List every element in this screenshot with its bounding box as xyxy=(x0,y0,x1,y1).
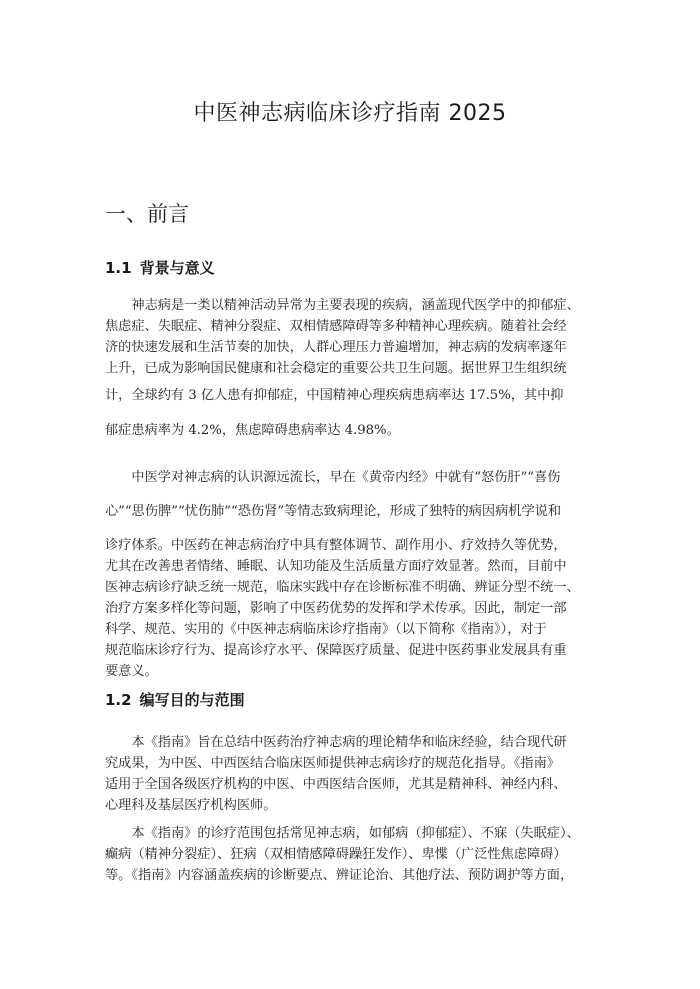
paragraph-line: 癫病（精神分裂症）、狂病（双相情感障碍躁狂发作）、卑惵（广泛性焦虑障碍） xyxy=(105,847,567,862)
document-title: 中医神志病临床诊疗指南 2025 xyxy=(193,101,507,126)
subsection-heading-purpose xyxy=(105,689,245,710)
paragraph-line: 究成果，为中医、中西医结合临床医师提供神志病诊疗的规范化指导。《指南》 xyxy=(105,756,560,771)
paragraph-line: 上升，已成为影响国民健康和社会稳定的重要公共卫生问题。据世界卫生组织统 xyxy=(105,361,567,376)
paragraph-line: 科学、规范、实用的《中医神志病临床诊疗指南》（以下简称《指南》），对于 xyxy=(105,622,547,637)
subsection-heading-background xyxy=(105,257,215,278)
subsection-number: 1.1 xyxy=(105,259,132,277)
paragraph-line: 适用于全国各级医疗机构的中医、中西医结合医师，尤其是精神科、神经内科、 xyxy=(105,777,567,792)
paragraph-line: 本《指南》旨在总结中医药治疗神志病的理论精华和临床经验，结合现代研 xyxy=(131,735,567,750)
paragraph-line: 心”“思伤脾”“忧伤肺”“恐伤肾”等情志致病理论，形成了独特的病因病机学说和 xyxy=(105,504,562,519)
paragraph-line: 要意义。 xyxy=(105,664,158,679)
subsection-number: 1.2 xyxy=(105,691,132,709)
section-heading-preface: 一、前言 xyxy=(105,202,189,226)
paragraph-line: 规范临床诊疗行为、提高诊疗水平、保障医疗质量、促进中医药事业发展具有重 xyxy=(105,643,567,658)
paragraph-line: 济的快速发展和生活节奏的加快，人群心理压力普遍增加，神志病的发病率逐年 xyxy=(105,340,567,355)
paragraph-line: 尤其在改善患者情绪、睡眠、认知功能及生活质量方面疗效显著。然而，目前中 xyxy=(105,559,567,574)
paragraph-line: 等。《指南》内容涵盖疾病的诊断要点、辨证论治、其他疗法、预防调护等方面， xyxy=(105,868,574,883)
paragraph-line: 治疗方案多样化等问题，影响了中医药优势的发挥和学术传承。因此，制定一部 xyxy=(105,601,567,616)
paragraph-purpose-1 xyxy=(105,732,600,816)
paragraph-line: 神志病是一类以精神活动异常为主要表现的疾病，涵盖现代医学中的抑郁症、 xyxy=(131,298,580,313)
paragraph-line: 医神志病诊疗缺乏统一规范，临床实践中存在诊断标准不明确、辨证分型不统一、 xyxy=(105,580,580,595)
paragraph-line: 本《指南》的诊疗范围包括常见神志病，如郁病（抑郁症）、不寐（失眠症）、 xyxy=(131,826,580,841)
paragraph-line: 计，全球约有 3 亿人患有抑郁症，中国精神心理疾病患病率达 17.5%，其中抑 xyxy=(105,388,564,403)
paragraph-line: 郁症患病率为 4.2%，焦虑障碍患病率达 4.98%。 xyxy=(105,423,400,438)
paragraph-purpose-2 xyxy=(105,823,600,886)
subsection-title: 背景与意义 xyxy=(139,259,215,277)
paragraph-line: 诊疗体系。中医药在神志病治疗中具有整体调节、副作用小、疗效持久等优势， xyxy=(105,538,567,553)
subsection-title: 编写目的与范围 xyxy=(139,691,245,709)
paragraph-line: 中医学对神志病的认识源远流长，早在《黄帝内经》中就有“怒伤肝”“喜伤 xyxy=(131,470,561,485)
paragraph-line: 心理科及基层医疗机构医师。 xyxy=(105,798,277,813)
paragraph-background-2 xyxy=(105,467,600,682)
paragraph-background-1 xyxy=(105,295,600,441)
paragraph-line: 焦虑症、失眠症、精神分裂症、双相情感障碍等多种精神心理疾病。随着社会经 xyxy=(105,319,567,334)
